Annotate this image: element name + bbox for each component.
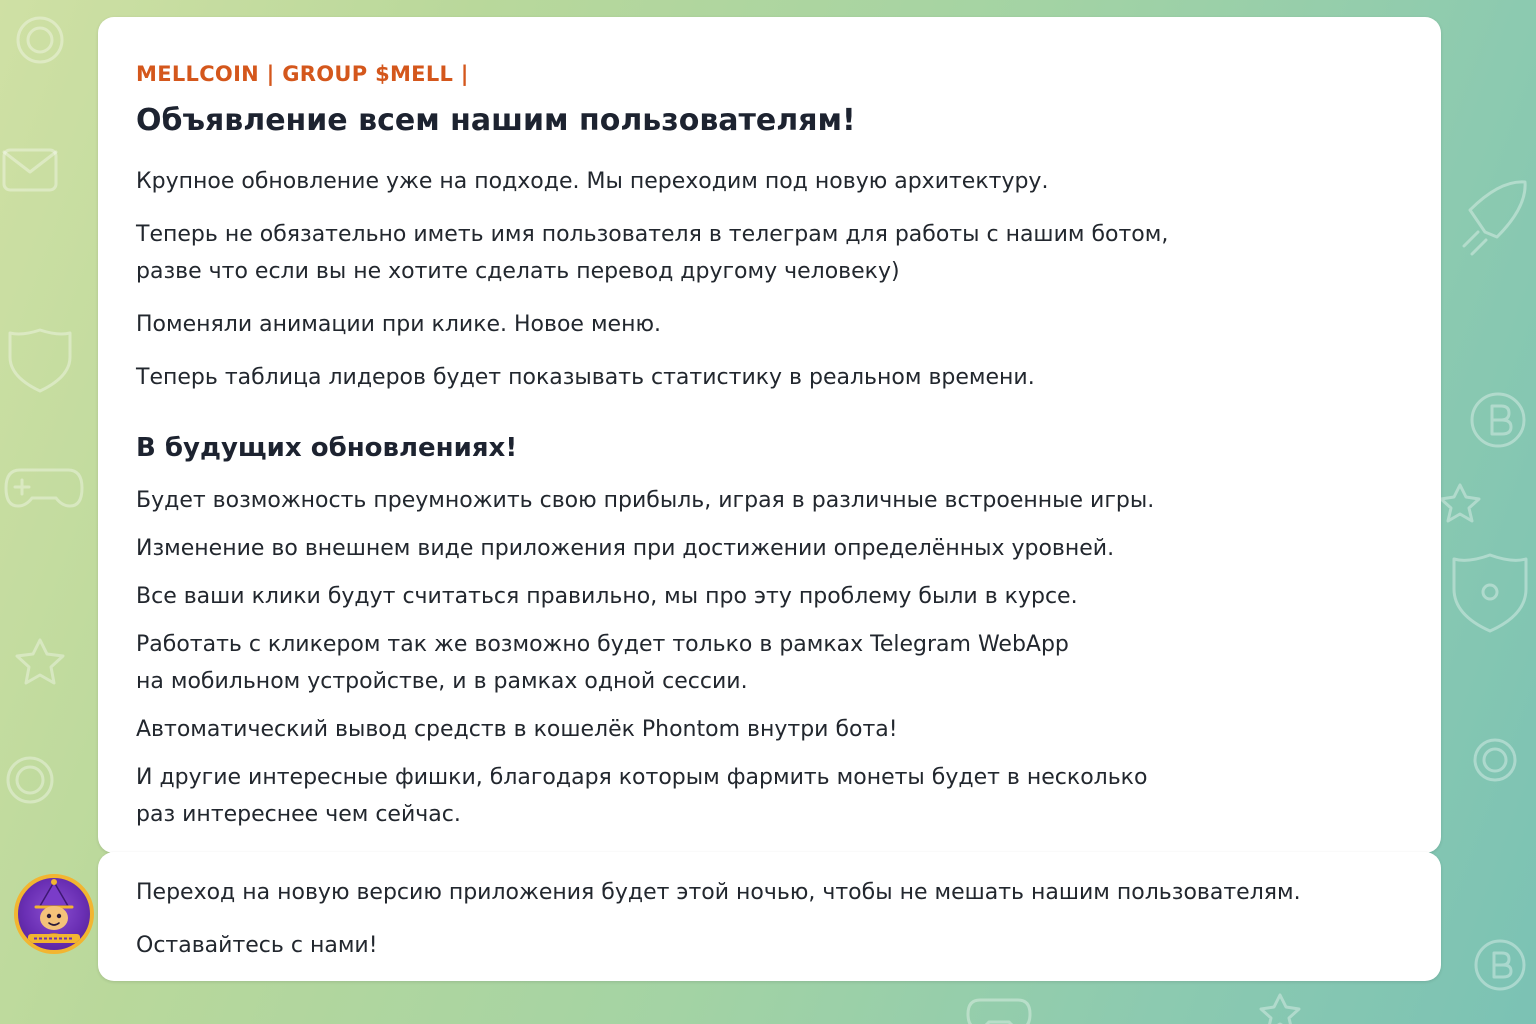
message-bubble[interactable] xyxy=(98,17,1441,853)
future-update-item: Изменение во внешнем виде приложения при достижении определённых уровней. xyxy=(136,536,1115,561)
future-update-item: Будет возможность преумножить свою прибыль, играя в различные встроенные игры. xyxy=(136,488,1155,513)
message-paragraph: Поменяли анимации при клике. Новое меню. xyxy=(136,312,661,337)
gamepad-icon xyxy=(6,470,82,506)
message-paragraph: Теперь таблица лидеров будет показывать статистику в реальном времени. xyxy=(136,365,1035,390)
future-update-item: Все ваши клики будут считаться правильно, мы про эту проблему были в курсе. xyxy=(136,584,1078,609)
channel-avatar[interactable] xyxy=(14,874,94,954)
coin-icon xyxy=(8,758,52,802)
future-updates-heading: В будущих обновлениях! xyxy=(136,433,518,463)
star-icon xyxy=(1261,995,1299,1024)
gamepad-icon xyxy=(968,1000,1030,1024)
coin-icon xyxy=(18,18,62,62)
envelope-icon xyxy=(4,150,56,190)
bitcoin-icon xyxy=(1472,394,1524,446)
future-update-item: Автоматический вывод средств в кошелёк Phontom внутри бота! xyxy=(136,717,898,742)
followup-paragraph: Переход на новую версию приложения будет этой ночью, чтобы не мешать нашим пользователям. xyxy=(136,880,1301,905)
followup-paragraph: Оставайтесь с нами! xyxy=(136,933,378,958)
star-icon xyxy=(1441,485,1479,521)
followup-message-bubble[interactable] xyxy=(98,852,1441,981)
shield-icon xyxy=(10,330,70,391)
future-update-item: Работать с кликером так же возможно будет только в рамках Telegram WebApp на мобильном устройстве, и в рамках одной сессии. xyxy=(136,632,1069,694)
shield-icon xyxy=(1454,555,1526,631)
coin-icon xyxy=(1475,740,1515,780)
message-paragraph: Крупное обновление уже на подходе. Мы переходим под новую архитектуру. xyxy=(136,169,1049,194)
rocket-icon xyxy=(1464,182,1525,254)
star-icon xyxy=(17,640,63,683)
message-headline: Объявление всем нашим пользователям! xyxy=(136,103,856,138)
sender-name[interactable]: MELLCOIN | GROUP $MELL | xyxy=(136,62,469,86)
bitcoin-icon xyxy=(1476,941,1524,989)
mellcoin-wizard-avatar-icon xyxy=(18,878,90,950)
future-update-item: И другие интересные фишки, благодаря которым фармить монеты будет в несколько раз интереснее чем сейчас. xyxy=(136,765,1148,827)
message-paragraph: Теперь не обязательно иметь имя пользователя в телеграм для работы с нашим ботом, разве что если вы не хотите сделать перевод другому человеку) xyxy=(136,222,1169,284)
